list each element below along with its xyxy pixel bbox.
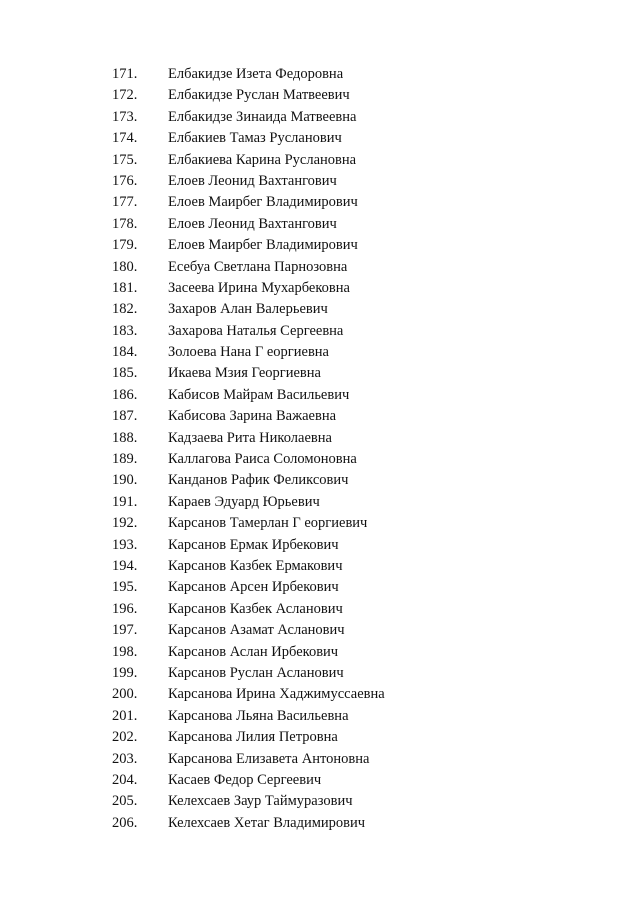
list-item xyxy=(112,214,385,235)
entry-full-name: Кабисова Зарина Важаевна xyxy=(168,408,337,425)
entry-number: 199. xyxy=(112,664,138,681)
entry-number: 204. xyxy=(112,771,138,788)
entry-number: 181. xyxy=(112,279,138,296)
entry-full-name: Елоев Маирбег Владимирович xyxy=(168,194,358,211)
list-item xyxy=(112,85,385,106)
entry-number: 197. xyxy=(112,622,138,639)
entry-full-name: Карсанова Лилия Петровна xyxy=(168,729,338,746)
entry-full-name: Захарова Наталья Сергеевна xyxy=(168,322,344,339)
entry-number: 180. xyxy=(112,258,138,275)
entry-number: 186. xyxy=(112,386,138,403)
entry-number: 201. xyxy=(112,707,138,724)
entry-full-name: Елоев Маирбег Владимирович xyxy=(168,237,358,254)
entry-full-name: Карсанов Руслан Асланович xyxy=(168,664,344,681)
list-item xyxy=(112,535,385,556)
entry-number: 187. xyxy=(112,408,138,425)
list-item xyxy=(112,192,385,213)
entry-number: 206. xyxy=(112,814,138,831)
list-item xyxy=(112,257,385,278)
entry-full-name: Караев Эдуард Юрьевич xyxy=(168,493,320,510)
list-item xyxy=(112,620,385,641)
entry-full-name: Каллагова Раиса Соломоновна xyxy=(168,451,357,468)
entry-full-name: Елоев Леонид Вахтангович xyxy=(168,172,337,189)
list-item xyxy=(112,791,385,812)
entry-number: 195. xyxy=(112,579,138,596)
list-item xyxy=(112,599,385,620)
list-item xyxy=(112,64,385,85)
entry-number: 196. xyxy=(112,600,138,617)
entry-number: 172. xyxy=(112,87,138,104)
list-item xyxy=(112,556,385,577)
list-item xyxy=(112,813,385,834)
entry-full-name: Карсанов Тамерлан Г еоргиевич xyxy=(168,515,368,532)
entry-full-name: Карсанова Елизавета Антоновна xyxy=(168,750,370,767)
entry-number: 177. xyxy=(112,194,138,211)
entry-number: 184. xyxy=(112,344,138,361)
entry-number: 205. xyxy=(112,793,138,810)
entry-full-name: Касаев Федор Сергеевич xyxy=(168,771,322,788)
entry-number: 193. xyxy=(112,536,138,553)
list-item xyxy=(112,449,385,470)
entry-full-name: Карсанов Аслан Ирбекович xyxy=(168,643,339,660)
list-item xyxy=(112,363,385,384)
entry-number: 176. xyxy=(112,172,138,189)
entry-number: 179. xyxy=(112,237,138,254)
entry-full-name: Захаров Алан Валерьевич xyxy=(168,301,328,318)
entry-number: 171. xyxy=(112,66,138,82)
list-item xyxy=(112,299,385,320)
entry-number: 192. xyxy=(112,515,138,532)
list-item xyxy=(112,749,385,770)
entry-full-name: Елбакидзе Руслан Матвеевич xyxy=(168,87,350,104)
entry-full-name: Елбакидзе Изета Федоровна xyxy=(168,66,344,82)
entry-full-name: Кадзаева Рита Николаевна xyxy=(168,429,332,446)
list-item xyxy=(112,770,385,791)
list-item xyxy=(112,171,385,192)
list-item xyxy=(112,107,385,128)
list-item xyxy=(112,492,385,513)
list-item xyxy=(112,128,385,149)
entry-full-name: Золоева Нана Г еоргиевна xyxy=(168,344,329,361)
entry-number: 191. xyxy=(112,493,138,510)
entry-number: 173. xyxy=(112,108,138,125)
list-item xyxy=(112,470,385,491)
entry-number: 202. xyxy=(112,729,138,746)
entry-number: 203. xyxy=(112,750,138,767)
entry-full-name: Карсанов Азамат Асланович xyxy=(168,622,345,639)
list-item xyxy=(112,342,385,363)
entry-number: 194. xyxy=(112,557,138,574)
list-item xyxy=(112,684,385,705)
list-item xyxy=(112,706,385,727)
entry-full-name: Канданов Рафик Феликсович xyxy=(168,472,349,489)
name-list xyxy=(112,64,385,834)
entry-full-name: Карсанова Льяна Васильевна xyxy=(168,707,349,724)
entry-full-name: Карсанов Ермак Ирбекович xyxy=(168,536,339,553)
list-item xyxy=(112,278,385,299)
entry-full-name: Кабисов Майрам Васильевич xyxy=(168,386,350,403)
entry-full-name: Карсанов Казбек Асланович xyxy=(168,600,343,617)
list-item xyxy=(112,321,385,342)
entry-number: 182. xyxy=(112,301,138,318)
list-item xyxy=(112,150,385,171)
entry-number: 174. xyxy=(112,130,138,147)
list-item xyxy=(112,577,385,598)
entry-number: 190. xyxy=(112,472,138,489)
entry-number: 178. xyxy=(112,215,138,232)
entry-full-name: Елбакиева Карина Руслановна xyxy=(168,151,357,168)
list-item xyxy=(112,385,385,406)
entry-full-name: Келехсаев Хетаг Владимирович xyxy=(168,814,366,831)
entry-full-name: Келехсаев Заур Таймуразович xyxy=(168,793,353,810)
entry-full-name: Икаева Мзия Георгиевна xyxy=(168,365,321,382)
entry-number: 185. xyxy=(112,365,138,382)
list-item xyxy=(112,663,385,684)
list-item xyxy=(112,727,385,748)
entry-number: 200. xyxy=(112,686,138,703)
entry-full-name: Елбакидзе Зинаида Матвеевна xyxy=(168,108,357,125)
list-item xyxy=(112,406,385,427)
entry-number: 175. xyxy=(112,151,138,168)
entry-full-name: Карсанов Казбек Ермакович xyxy=(168,557,343,574)
entry-full-name: Елоев Леонид Вахтангович xyxy=(168,215,337,232)
entry-number: 188. xyxy=(112,429,138,446)
list-item xyxy=(112,235,385,256)
entry-number: 183. xyxy=(112,322,138,339)
entry-number: 189. xyxy=(112,451,138,468)
entry-full-name: Карсанов Арсен Ирбекович xyxy=(168,579,339,596)
entry-full-name: Есебуа Светлана Парнозовна xyxy=(168,258,348,275)
entry-full-name: Елбакиев Тамаз Русланович xyxy=(168,130,342,147)
entry-full-name: Карсанова Ирина Хаджимуссаевна xyxy=(168,686,385,703)
list-item xyxy=(112,428,385,449)
list-item xyxy=(112,513,385,534)
list-item xyxy=(112,642,385,663)
entry-number: 198. xyxy=(112,643,138,660)
entry-full-name: Засеева Ирина Мухарбековна xyxy=(168,279,350,296)
